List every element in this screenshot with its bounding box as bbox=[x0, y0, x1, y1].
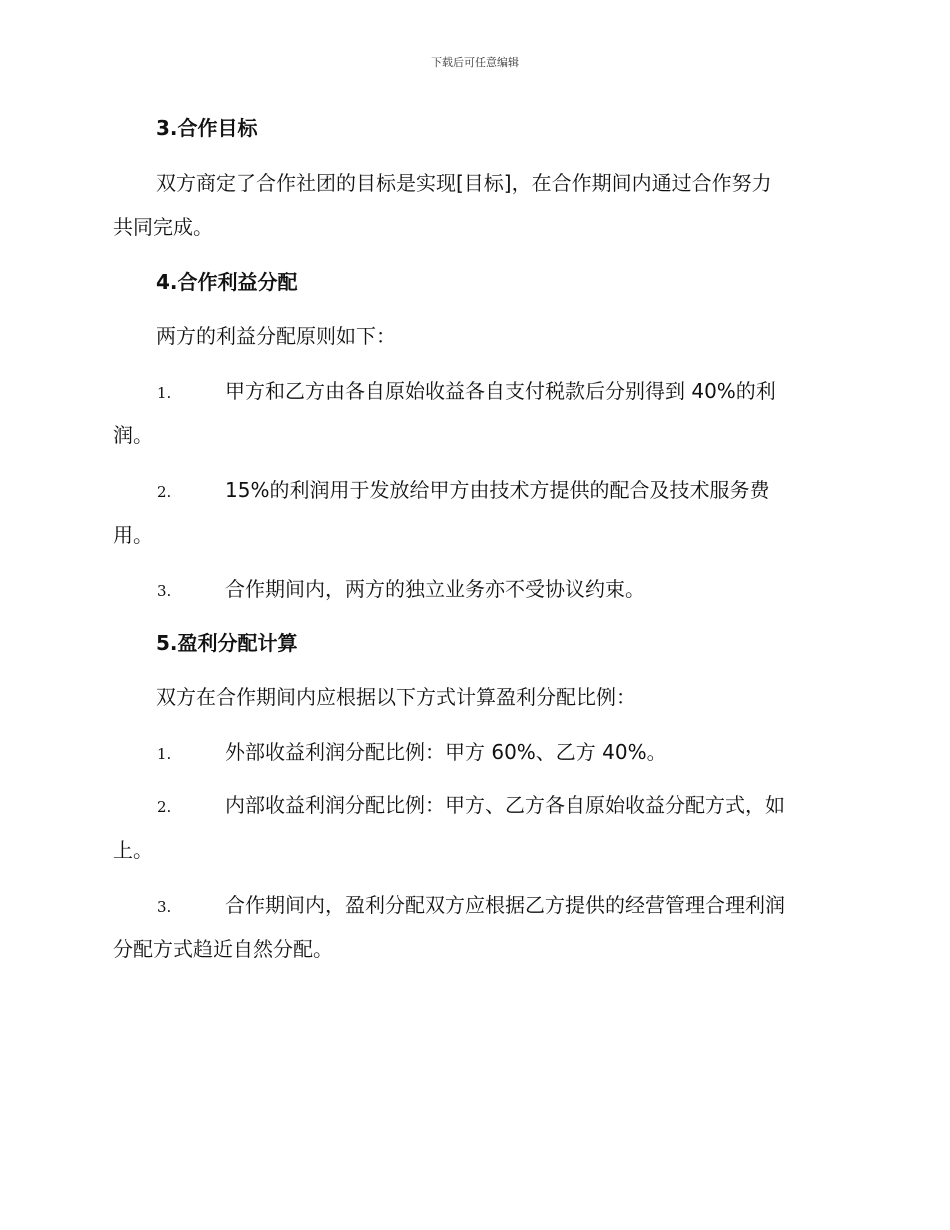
list-item-text: 合作期间内，盈利分配双方应根据乙方提供的经营管理合理利润 bbox=[225, 893, 785, 917]
list-item-number: 1. bbox=[157, 745, 172, 763]
list-item-number: 3. bbox=[157, 582, 172, 600]
section-title-goal: 3.合作目标 bbox=[156, 116, 258, 140]
goal-paragraph-line2: 共同完成。 bbox=[113, 215, 213, 239]
list-item-number: 2. bbox=[157, 798, 172, 816]
list-item-text: 甲方和乙方由各自原始收益各自支付税款后分别得到 40%的利 bbox=[225, 379, 776, 403]
list-item-text-continued: 分配方式趋近自然分配。 bbox=[113, 937, 333, 961]
list-item-number: 1. bbox=[157, 384, 172, 402]
list-item-text-continued: 上。 bbox=[113, 838, 153, 862]
list-item-text-continued: 润。 bbox=[113, 423, 153, 447]
list-item-number: 3. bbox=[157, 898, 172, 916]
goal-paragraph-line1: 双方商定了合作社团的目标是实现[目标]，在合作期间内通过合作努力 bbox=[156, 171, 772, 195]
section-title-profit-share: 4.合作利益分配 bbox=[156, 270, 298, 294]
list-item-number: 2. bbox=[157, 483, 172, 501]
list-item-text-continued: 用。 bbox=[113, 523, 153, 547]
profit-share-intro: 两方的利益分配原则如下： bbox=[156, 324, 396, 348]
section-title-calc: 5.盈利分配计算 bbox=[156, 631, 298, 655]
page-header: 下载后可任意编辑 bbox=[431, 56, 519, 69]
list-item-text: 外部收益利润分配比例：甲方 60%、乙方 40%。 bbox=[225, 740, 667, 764]
list-item-text: 15%的利润用于发放给甲方由技术方提供的配合及技术服务费 bbox=[225, 478, 770, 502]
list-item-text: 合作期间内，两方的独立业务亦不受协议约束。 bbox=[225, 577, 645, 601]
calc-intro: 双方在合作期间内应根据以下方式计算盈利分配比例： bbox=[156, 685, 636, 709]
list-item-text: 内部收益利润分配比例：甲方、乙方各自原始收益分配方式，如 bbox=[225, 793, 785, 817]
